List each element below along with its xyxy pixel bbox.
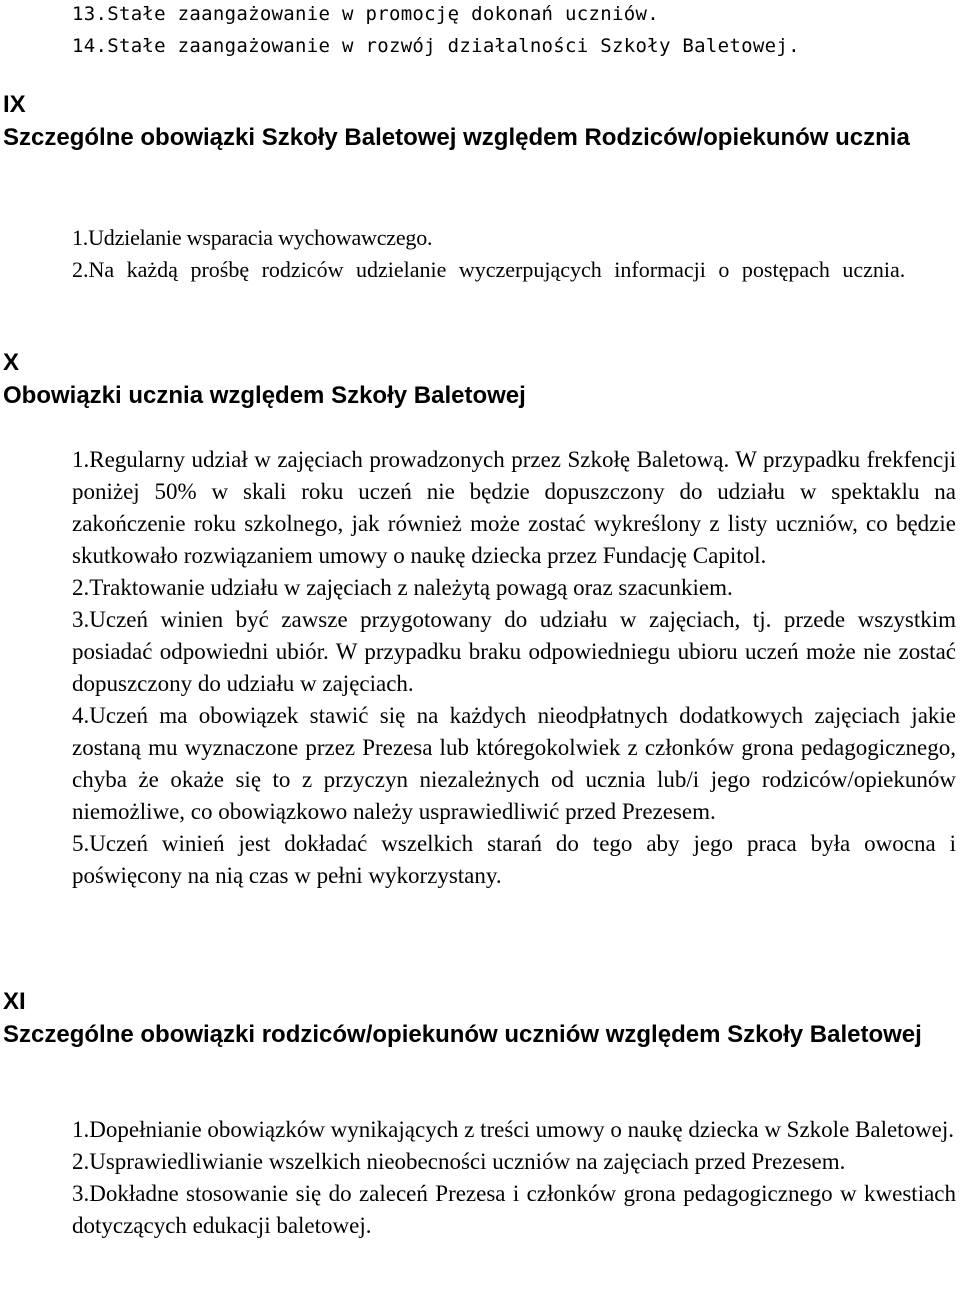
section-title: Obowiązki ucznia względem Szkoły Baletowej [3, 382, 526, 409]
section-number: IX [3, 91, 26, 118]
section-ix-list [72, 222, 956, 286]
section-title: Szczególne obowiązki rodziców/opiekunów uczniów względem Szkoły Baletowej [3, 1021, 922, 1048]
section-x-heading [3, 346, 957, 412]
list-item: 14.Stałe zaangażowanie w rozwój działalności Szkoły Baletowej. [72, 35, 800, 57]
section-xi-heading [3, 985, 957, 1051]
list-item: 2.Usprawiedliwianie wszelkich nieobecności uczniów na zajęciach przed Prezesem. [72, 1149, 846, 1174]
section-number: X [3, 349, 20, 376]
section-x-list [72, 444, 956, 892]
list-item: 1.Regularny udział w zajęciach prowadzonych przez Szkołę Baletową. W przypadku frekfencji poniżej 50% w skali roku uczeń nie będzie dopuszczony do udziału w spektaklu na zakończenie roku szkolnego, jak również może zostać wykreślony z listy uczniów, co będzie skutkowało rozwiązaniem umowy o naukę dziecka przez Fundację Capitol. [72, 447, 956, 568]
list-item: 13.Stałe zaangażowanie w promocję dokonań uczniów. [72, 3, 659, 25]
list-item: 3.Dokładne stosowanie się do zaleceń Prezesa i członków grona pedagogicznego w kwestiach dotyczących edukacji baletowej. [72, 1181, 956, 1238]
section-ix-heading [3, 88, 957, 154]
list-item: 2.Traktowanie udziału w zajęciach z należytą powagą oraz szacunkiem. [72, 575, 733, 600]
list-item: 1.Dopełnianie obowiązków wynikających z treści umowy o naukę dziecka w Szkole Baletowej. [72, 1117, 955, 1142]
list-item: 1.Udzielanie wsparacia wychowawczego. [72, 225, 433, 250]
section-title: Szczególne obowiązki Szkoły Baletowej względem Rodziców/opiekunów ucznia [3, 124, 910, 151]
previous-section-list [72, 0, 956, 62]
section-xi-list [72, 1114, 956, 1242]
list-item: 5.Uczeń winień jest dokładać wszelkich starań do tego aby jego praca była owocna i poświęcony na nią czas w pełni wykorzystany. [72, 831, 956, 888]
list-item: 4.Uczeń ma obowiązek stawić się na każdych nieodpłatnych dodatkowych zajęciach jakie zostaną mu wyznaczone przez Prezesa lub któregokolwiek z członków grona pedagogicznego, chyba że okaże się to z przyczyn niezależnych od ucznia lub/i jego rodziców/opiekunów niemożliwe, co obowiązkowo należy usprawiedliwić przed Prezesem. [72, 703, 956, 824]
list-item: 3.Uczeń winien być zawsze przygotowany do udziału w zajęciach, tj. przede wszystkim posiadać odpowiedni ubiór. W przypadku braku odpowiedniegu ubioru uczeń może nie zostać dopuszczony do udziału w zajęciach. [72, 607, 956, 696]
list-item: 2.Na każdą prośbę rodziców udzielanie wyczerpujących informacji o postępach ucznia. [72, 257, 906, 282]
section-number: XI [3, 988, 26, 1015]
